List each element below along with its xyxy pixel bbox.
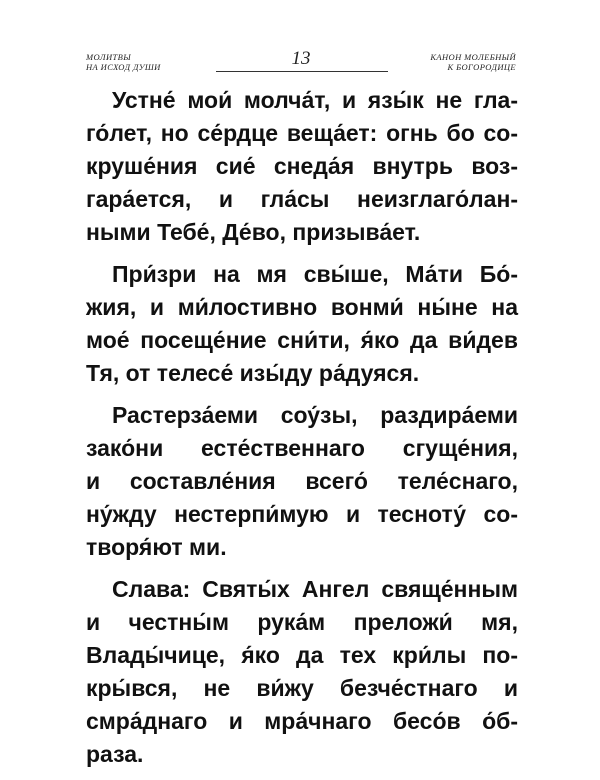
paragraph	[86, 573, 518, 771]
header-right-line: К БОГОРОДИЦЕ	[447, 62, 516, 72]
text-line: гара́ется, и гла́сы неизглаго́лан-	[86, 186, 518, 212]
header-right-title	[430, 52, 516, 72]
text-line: раза.	[86, 741, 144, 767]
paragraph	[86, 258, 518, 390]
text-line: Влады́чице, я́ко да тех кри́лы по-	[86, 642, 518, 668]
text-line: Растерза́еми соу́зы, раздира́еми	[112, 402, 518, 428]
text-line: Устне́ мои́ молча́т, и язы́к не гла-	[112, 87, 518, 113]
header-left-line: НА ИСХОД ДУШИ	[86, 62, 161, 72]
text-line: и составле́ния всего́ теле́снаго,	[86, 468, 518, 494]
paragraph	[86, 399, 518, 564]
text-line: зако́ни есте́ственнаго сгуще́ния,	[86, 435, 518, 461]
paragraph	[86, 84, 518, 249]
running-header	[86, 48, 516, 80]
header-rule	[216, 71, 388, 72]
text-line: и честны́м рука́м преложи́ мя,	[86, 609, 518, 635]
header-left-title	[86, 52, 161, 72]
text-line: При́зри на мя свы́ше, Ма́ти Бо́-	[112, 261, 518, 287]
text-line: Тя, от телесе́ изы́ду ра́дуяся.	[86, 360, 420, 386]
text-line: мое́ посеще́ние сни́ти, я́ко да ви́дев	[86, 327, 518, 353]
text-line: жия, и ми́лостивно вонми́ ны́не на	[86, 294, 518, 320]
text-line: кры́вся, не ви́жу безче́стнаго и	[86, 675, 518, 701]
text-line: смра́днаго и мра́чнаго бесо́в о́б-	[86, 708, 518, 734]
text-line: круше́ния сие́ снеда́я внутрь воз-	[86, 153, 518, 179]
text-line: творя́ют ми.	[86, 534, 227, 560]
page-number: 13	[291, 48, 311, 69]
text-line: ну́жду нестерпи́мую и тесноту́ со-	[86, 501, 518, 527]
text-line: ными Тебе́, Де́во, призыва́ет.	[86, 219, 421, 245]
header-right-line: КАНОН МОЛЕБНЫЙ	[430, 52, 516, 62]
text-line: Слава: Святы́х Ангел свяще́нным	[112, 576, 518, 602]
text-line: го́лет, но се́рдце веща́ет: огнь бо со-	[86, 120, 518, 146]
page-body	[86, 84, 518, 780]
header-left-line: МОЛИТВЫ	[86, 52, 132, 62]
